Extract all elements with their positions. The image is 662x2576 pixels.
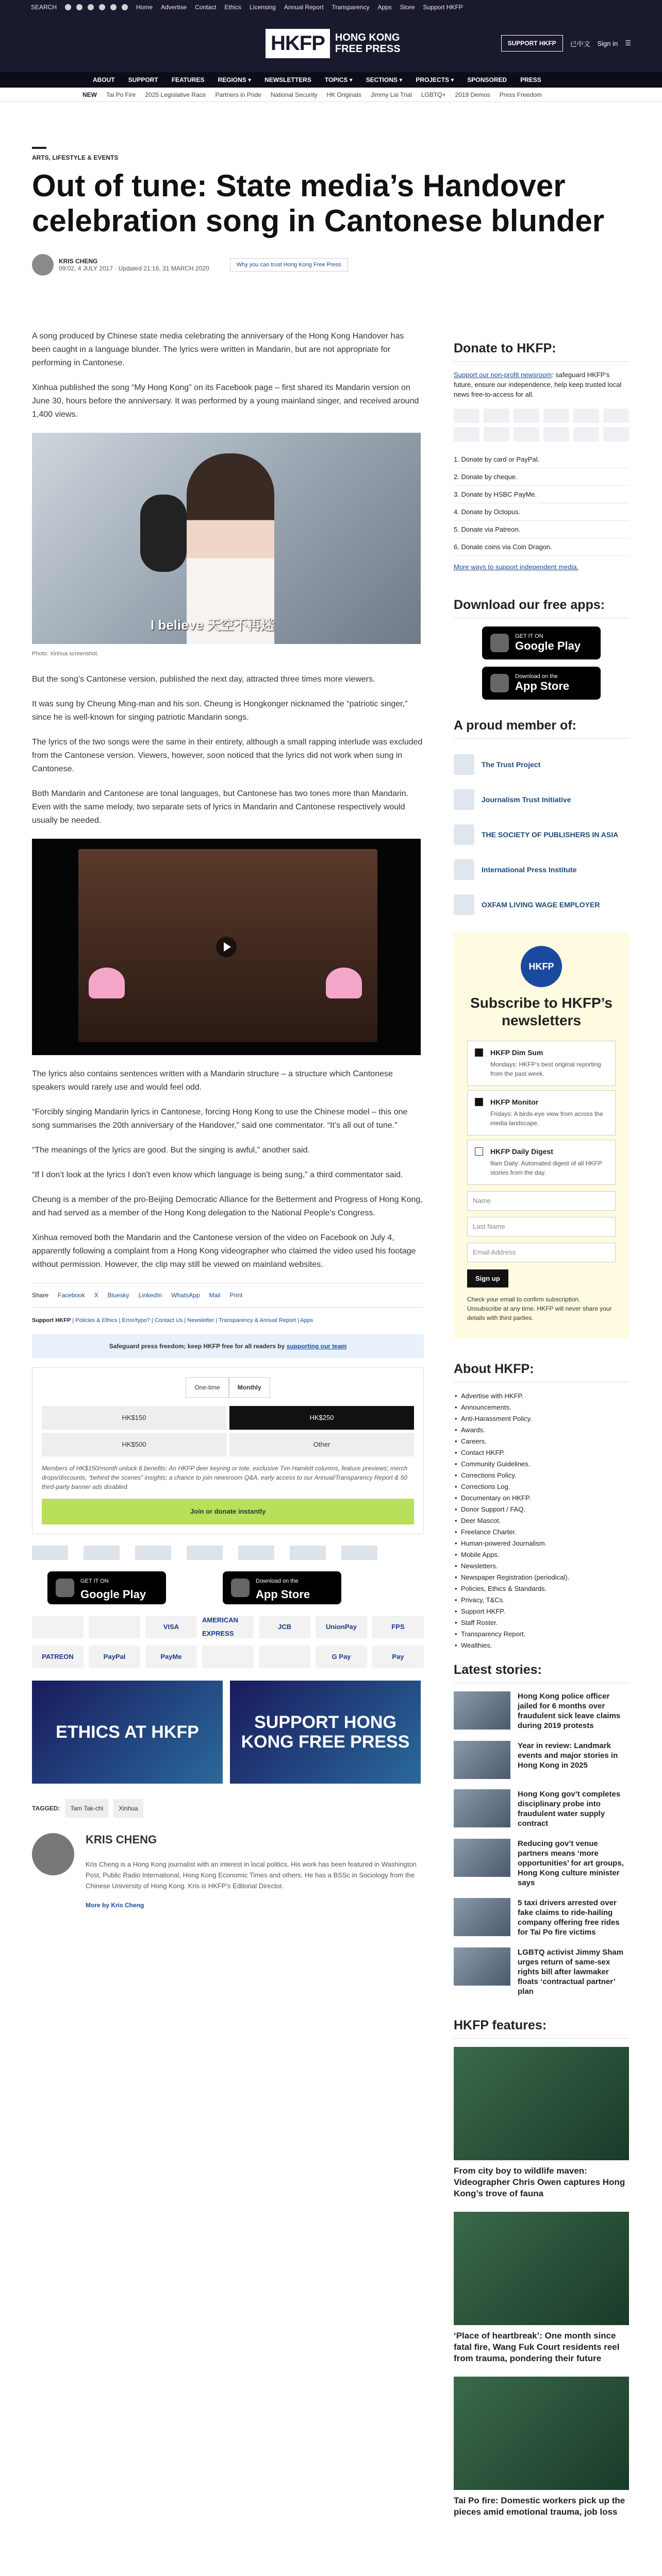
- main-nav: [0, 72, 662, 88]
- payment-icon[interactable]: [543, 427, 569, 442]
- article-body: [32, 330, 424, 1912]
- apps-heading: Download our free apps:: [454, 586, 629, 618]
- sopa-icon: [454, 824, 474, 845]
- checkbox-checked[interactable]: [475, 1098, 483, 1106]
- support-promo[interactable]: SUPPORT HONG KONG FREE PRESS: [230, 1681, 421, 1784]
- patreon-icon[interactable]: PATREON: [32, 1646, 84, 1668]
- nav-item[interactable]: REGIONS ▾: [218, 76, 252, 83]
- sidebar-payment-icons: [454, 409, 629, 442]
- nav-item[interactable]: FEATURES: [171, 76, 205, 83]
- about-links: [454, 1391, 629, 1651]
- utility-bar: [0, 0, 662, 14]
- logo-mark: HKFP: [266, 29, 330, 58]
- youtube-icon[interactable]: [99, 4, 105, 10]
- author-bio: Kris Cheng is a Hong Kong journalist with an interest in local politics. His work has been featured in Washington Post, Public Radio International, Hong Kong Economic Times and others. He has a BSSc in Sociology from the Chinese University of Hong Kong. Kris is HKFP’s Editorial Director.: [86, 1860, 417, 1890]
- trending-link[interactable]: Press Freedom: [499, 91, 542, 98]
- image-subtitle: I believe 天空不再迷: [151, 617, 274, 633]
- membership-benefits: Members of HK$150/month unlock 6 benefits: An HKFP deer keyring or tote, exclusive Tim Hamlett columns, feature previews; merch drops/discounts, “behind the scenes” insights; a chance to join newsroom Q&A, early access to our Annual/Transparency Report & 50 third-party banner ads disabled.: [42, 1465, 408, 1490]
- feature-image[interactable]: [454, 2212, 629, 2325]
- member-heading: A proud member of:: [454, 707, 629, 739]
- payment-icon[interactable]: [603, 427, 629, 442]
- partner-logo[interactable]: [341, 1546, 377, 1560]
- paragraph: But the song’s Cantonese version, published the next day, attracted three times more viewers.: [32, 675, 375, 684]
- paragraph: The lyrics of the two songs were the same in their entirety, although a small rapping interlude was excluded from the Cantonese version. Viewers, however, soon noticed that the lyrics did not work when sung in Cantonese.: [32, 738, 423, 773]
- payment-icon[interactable]: [484, 427, 509, 442]
- donate-heading: Donate to HKFP:: [454, 330, 629, 362]
- about-link[interactable]: • Community Guidelines.: [454, 1459, 629, 1470]
- story-item[interactable]: 5 taxi drivers arrested over fake claims to ride-hailing company offering free rides for Tai Po fire victims: [454, 1898, 629, 1937]
- about-link[interactable]: • Deer Mascot.: [454, 1515, 629, 1527]
- paragraph: Both Mandarin and Cantonese are tonal languages, but Cantonese has two tones more than Mandarin. Even with the same melody, two separate sets of lyrics in Mandarin and Cantonese respectively would usually be needed.: [32, 789, 409, 825]
- donate-option[interactable]: 5. Donate via Patreon.: [454, 521, 629, 538]
- member-logo[interactable]: THE SOCIETY OF PUBLISHERS IN ASIA: [454, 817, 629, 852]
- ethics-promo[interactable]: ETHICS AT HKFP: [32, 1681, 223, 1784]
- name-input[interactable]: Name: [467, 1191, 616, 1211]
- mastercard-icon[interactable]: [32, 1616, 84, 1638]
- logo-wordmark: HONG KONG FREE PRESS: [335, 32, 401, 55]
- partner-logo[interactable]: [187, 1546, 223, 1560]
- nav-item[interactable]: NEWSLETTERS: [264, 76, 311, 83]
- chinese-edition-link[interactable]: 已中文: [570, 40, 590, 48]
- member-logo[interactable]: The Trust Project: [454, 747, 629, 782]
- latest-heading: Latest stories:: [454, 1651, 629, 1683]
- nav-item[interactable]: TOPICS ▾: [324, 76, 353, 83]
- support-hkfp-button[interactable]: SUPPORT HKFP: [501, 35, 563, 52]
- utility-link[interactable]: Support HKFP: [423, 4, 463, 11]
- donate-options: [454, 451, 629, 556]
- instagram-icon[interactable]: [88, 4, 94, 10]
- checkbox-checked[interactable]: [475, 1048, 483, 1057]
- sidebar-google-play-button[interactable]: GET IT ON Google Play: [482, 626, 601, 659]
- about-link[interactable]: • Staff Roster.: [454, 1617, 629, 1629]
- support-newsroom-link[interactable]: Support our non-profit newsroom: [454, 371, 552, 379]
- microphone-graphic: [140, 495, 187, 572]
- member-logo[interactable]: OXFAM LIVING WAGE EMPLOYER: [454, 887, 629, 922]
- member-logo[interactable]: International Press Institute: [454, 852, 629, 887]
- sidebar: [454, 330, 629, 2530]
- payment-icon[interactable]: [484, 409, 509, 423]
- paragraph: Cheung is a member of the pro-Beijing Democratic Alliance for the Betterment and Progress of Hong Kong, and had served as a member of the Hong Kong delegation to the National People’s Congress.: [32, 1195, 423, 1217]
- site-logo[interactable]: [266, 29, 401, 58]
- payment-methods: [32, 1616, 424, 1668]
- nav-item[interactable]: PRESS: [520, 76, 541, 83]
- payment-icon[interactable]: [543, 409, 569, 423]
- nav-item[interactable]: SECTIONS ▾: [366, 76, 403, 83]
- trust-project-icon: [454, 754, 474, 775]
- about-link[interactable]: • Mobile Apps.: [454, 1549, 629, 1561]
- author-box-name[interactable]: KRIS CHENG: [86, 1833, 157, 1846]
- support-link[interactable]: Support HKFP: [32, 1317, 71, 1324]
- newsletter-signup: [454, 933, 629, 1338]
- story-thumbnail[interactable]: [454, 1947, 510, 1986]
- utility-link[interactable]: Contact: [195, 4, 217, 11]
- about-link[interactable]: • Donor Support / FAQ.: [454, 1504, 629, 1515]
- payment-icon[interactable]: [573, 427, 599, 442]
- search-link[interactable]: SEARCH: [31, 4, 57, 11]
- story-thumbnail[interactable]: [454, 1741, 510, 1779]
- payment-icon[interactable]: [514, 409, 539, 423]
- utility-link[interactable]: Transparency: [332, 4, 370, 11]
- paragraph: Xinhua published the song “My Hong Kong” on its Facebook page – first shared its Mandarin version on June 30, hours before the anniversary. It was performed by a young mainland singer, and received around 1,400 views.: [32, 383, 419, 419]
- share-whatsapp[interactable]: WhatsApp: [171, 1292, 200, 1299]
- feature-item[interactable]: Tai Po fire: Domestic workers pick up the pieces amid emotional trauma, job loss: [454, 2377, 629, 2518]
- share-x[interactable]: X: [94, 1292, 98, 1299]
- story-item[interactable]: Year in review: Landmark events and major stories in Hong Kong in 2025: [454, 1741, 629, 1779]
- maestro-icon[interactable]: [89, 1616, 140, 1638]
- paragraph: It was sung by Cheung Ming-man and his son. Cheung is Hongkonger nicknamed the “patriotic singer,” since he is well-known for singing patriotic Mandarin songs.: [32, 700, 408, 722]
- donate-option[interactable]: 4. Donate by Octopus.: [454, 503, 629, 521]
- about-link[interactable]: • Newsletters.: [454, 1561, 629, 1572]
- more-ways-link[interactable]: More ways to support independent media.: [454, 563, 579, 571]
- about-link[interactable]: • Newspaper Registration (periodical).: [454, 1572, 629, 1583]
- utility-link[interactable]: Home: [136, 4, 153, 11]
- nav-item[interactable]: SUPPORT: [128, 76, 158, 83]
- policy-links: [32, 1314, 424, 1327]
- story-item[interactable]: Hong Kong police officer jailed for 6 months over fraudulent sick leave claims during 2019 protests: [454, 1691, 629, 1731]
- payment-icon[interactable]: [454, 427, 479, 442]
- trending-link[interactable]: Jimmy Lai Trial: [370, 91, 412, 98]
- amount-option[interactable]: HK$150: [42, 1406, 226, 1430]
- jti-icon: [454, 789, 474, 810]
- story-item[interactable]: LGBTQ activist Jimmy Sham urges return of same-sex rights bill after lawmaker floats ‘contractual partner’ plan: [454, 1947, 629, 1996]
- member-logos: [454, 747, 629, 922]
- visa-icon[interactable]: VISA: [145, 1616, 197, 1638]
- partner-logo[interactable]: [84, 1546, 120, 1560]
- about-link[interactable]: • Policies, Ethics & Standards.: [454, 1583, 629, 1595]
- about-link[interactable]: • Corrections Policy.: [454, 1470, 629, 1481]
- sign-up-button[interactable]: Sign up: [467, 1269, 508, 1287]
- play-icon[interactable]: [216, 937, 237, 957]
- checkbox[interactable]: [475, 1147, 483, 1156]
- about-link[interactable]: • Awards.: [454, 1425, 629, 1436]
- about-link[interactable]: • Wealthies.: [454, 1640, 629, 1651]
- about-link[interactable]: • Contact HKFP.: [454, 1447, 629, 1459]
- paragraph: A song produced by Chinese state media celebrating the anniversary of the Hong Kong Handover has been caught in a language blunder. The lyrics were written in Mandarin, but are not appropriate for performing in Cantonese.: [32, 332, 404, 367]
- payme-icon[interactable]: PayMe: [145, 1646, 197, 1668]
- sign-in-link[interactable]: Sign in: [597, 39, 618, 47]
- trending-link[interactable]: National Security: [270, 91, 318, 98]
- monthly-tab[interactable]: Monthly: [229, 1377, 270, 1398]
- about-heading: About HKFP:: [454, 1350, 629, 1382]
- unionpay-icon[interactable]: UnionPay: [316, 1616, 367, 1638]
- story-item[interactable]: Reducing gov’t venue partners means ‘more opportunities’ for art groups, Hong Kong culture minister says: [454, 1839, 629, 1888]
- promo-videos: [32, 1681, 424, 1784]
- about-link[interactable]: • Transparency Report.: [454, 1629, 629, 1640]
- donate-option[interactable]: 1. Donate by card or PayPal.: [454, 451, 629, 468]
- tagged-label: TAGGED:: [32, 1805, 60, 1812]
- feature-item[interactable]: From city boy to wildlife maven: Videographer Chris Owen captures Hong Kong’s trove of fauna: [454, 2047, 629, 2199]
- member-logo[interactable]: Journalism Trust Initiative: [454, 782, 629, 817]
- join-donate-button[interactable]: Join or donate instantly: [42, 1499, 414, 1524]
- partner-logos: [32, 1546, 424, 1560]
- article-header: [32, 147, 630, 276]
- features-heading: HKFP features:: [454, 2007, 629, 2039]
- latest-stories: [454, 1691, 629, 1996]
- feature-item[interactable]: ‘Place of heartbreak’: One month since fatal fire, Wang Fuk Court residents reel from trauma, pondering their future: [454, 2212, 629, 2364]
- supporting-team-link[interactable]: supporting our team: [286, 1343, 347, 1350]
- threads-icon[interactable]: [122, 4, 128, 10]
- payment-icon[interactable]: [603, 409, 629, 423]
- article-dates: 09:02, 4 JULY 2017 · Updated 21:16, 31 MARCH 2020: [59, 265, 209, 272]
- about-link[interactable]: • Support HKFP.: [454, 1606, 629, 1617]
- amount-option[interactable]: Other: [229, 1433, 414, 1456]
- story-item[interactable]: Hong Kong gov’t completes disciplinary probe into fraudulent water supply contract: [454, 1789, 629, 1828]
- about-link[interactable]: • Freelance Charter.: [454, 1527, 629, 1538]
- paragraph: “The meanings of the lyrics are good. But the singing is awful,” another said.: [32, 1146, 310, 1155]
- email-input[interactable]: Email Address: [467, 1243, 616, 1262]
- google-play-button[interactable]: GET IT ON Google Play: [47, 1571, 166, 1604]
- facebook-icon[interactable]: [65, 4, 71, 10]
- newsletter-option[interactable]: HKFP Daily Digest 9am Daily: Automated digest of all HKFP stories from the day.: [467, 1140, 616, 1185]
- trending-new-label: NEW: [82, 91, 97, 98]
- brand-header: [0, 14, 662, 72]
- utility-link[interactable]: Store: [400, 4, 415, 11]
- about-link[interactable]: • Human-powered Journalism.: [454, 1538, 629, 1549]
- utility-link[interactable]: Ethics: [224, 4, 242, 11]
- amex-icon[interactable]: AMERICAN EXPRESS: [202, 1616, 254, 1638]
- apple-pay-icon[interactable]: Pay: [372, 1646, 424, 1668]
- article-category[interactable]: ARTS, LIFESTYLE & EVENTS: [32, 154, 119, 161]
- article-title: Out of tune: State media’s Handover celebration song in Cantonese blunder: [32, 168, 605, 238]
- donate-option[interactable]: 2. Donate by cheque.: [454, 468, 629, 486]
- trending-link[interactable]: LGBTQ+: [421, 91, 446, 98]
- author-photo[interactable]: [32, 1833, 74, 1875]
- donate-option[interactable]: 3. Donate by HSBC PayMe.: [454, 486, 629, 503]
- share-mail[interactable]: Mail: [209, 1292, 221, 1299]
- trending-link[interactable]: Tai Po Fire: [106, 91, 136, 98]
- share-linkedin[interactable]: LinkedIn: [138, 1292, 162, 1299]
- image-caption: Photo: Xinhua screenshot.: [32, 651, 99, 657]
- app-store-buttons: [32, 1571, 424, 1604]
- jcb-icon[interactable]: JCB: [259, 1616, 310, 1638]
- one-time-tab[interactable]: One-time: [186, 1377, 228, 1398]
- trending-link[interactable]: 2025 Legislative Race: [145, 91, 206, 98]
- why-trust-link[interactable]: Why you can trust Hong Kong Free Press: [230, 258, 348, 272]
- hkfp-badge-icon: HKFP: [521, 946, 562, 987]
- social-icons: [65, 4, 128, 10]
- share-bar: [32, 1283, 424, 1308]
- partner-logo[interactable]: [135, 1546, 171, 1560]
- utility-link[interactable]: Licensing: [250, 4, 276, 11]
- trending-bar: [0, 88, 662, 102]
- nav-item[interactable]: PROJECTS ▾: [416, 76, 454, 83]
- ipi-icon: [454, 859, 474, 880]
- about-link[interactable]: • Privacy, T&Cs.: [454, 1595, 629, 1606]
- partner-logo[interactable]: [32, 1546, 68, 1560]
- paragraph: Xinhua removed both the Mandarin and the Cantonese version of the video on Facebook on July 4, apparently following a complaint from a Hong Kong videographer who claimed the video used his footage without permission. However, the clip may still be viewed on mainland websites.: [32, 1233, 416, 1269]
- feature-stories: [454, 2047, 629, 2518]
- feature-image[interactable]: [454, 2377, 629, 2490]
- nav-item[interactable]: ABOUT: [93, 76, 115, 83]
- story-thumbnail[interactable]: [454, 1839, 510, 1877]
- payment-icon[interactable]: [454, 409, 479, 423]
- newsletter-option[interactable]: HKFP Monitor Fridays: A birds-eye view from across the media landscape.: [467, 1090, 616, 1136]
- share-facebook[interactable]: Facebook: [58, 1292, 85, 1299]
- donate-text: Support our non-profit newsroom: safeguard HKFP’s future, ensure our independence, help keep trusted local news free-to-access for all.: [454, 371, 622, 398]
- oxfam-icon: [454, 894, 474, 915]
- more-by-author-link[interactable]: More by Kris Cheng: [86, 1902, 144, 1909]
- share-label: Share: [32, 1292, 49, 1299]
- trending-link[interactable]: Partners in Pride: [215, 91, 261, 98]
- byline: [32, 254, 630, 276]
- about-link[interactable]: • Documentary on HKFP.: [454, 1493, 629, 1504]
- tags: [32, 1799, 424, 1818]
- nav-item[interactable]: SPONSORED: [467, 76, 507, 83]
- about-link[interactable]: • Careers.: [454, 1436, 629, 1447]
- feature-image[interactable]: [454, 2047, 629, 2160]
- subscribe-heading: Subscribe to HKFP’s newsletters: [470, 995, 613, 1028]
- utility-link[interactable]: Annual Report: [284, 4, 324, 11]
- share-print[interactable]: Print: [229, 1292, 243, 1299]
- telegram-icon[interactable]: [110, 4, 117, 10]
- amount-option[interactable]: HK$500: [42, 1433, 226, 1456]
- octopus-icon[interactable]: [202, 1646, 254, 1668]
- payment-icon[interactable]: [514, 427, 539, 442]
- author-name[interactable]: KRIS CHENG: [59, 258, 98, 265]
- safeguard-banner: [32, 1334, 424, 1358]
- amount-option-selected[interactable]: HK$250: [229, 1406, 414, 1430]
- policy-links-text[interactable]: | Policies & Ethics | Error/typo? | Contact Us | Newsletter | Transparency & Annual Report | Apps: [72, 1317, 313, 1324]
- about-link[interactable]: • Advertise with HKFP.: [454, 1391, 629, 1402]
- partner-logo[interactable]: [290, 1546, 326, 1560]
- singer-graphic: [187, 453, 274, 644]
- newsletter-option[interactable]: HKFP Dim Sum Mondays: HKFP’s best original reporting from the past week.: [467, 1041, 616, 1086]
- app-store-button[interactable]: Download on the App Store: [223, 1571, 341, 1604]
- last-name-input[interactable]: Last Name: [467, 1217, 616, 1236]
- story-thumbnail[interactable]: [454, 1898, 510, 1936]
- about-link[interactable]: • Announcements.: [454, 1402, 629, 1413]
- donate-option[interactable]: 6. Donate coins via Coin Dragon.: [454, 538, 629, 556]
- tag-link[interactable]: Xinhua: [113, 1799, 143, 1818]
- donation-widget: [32, 1367, 424, 1534]
- story-thumbnail[interactable]: [454, 1789, 510, 1827]
- share-bluesky[interactable]: Bluesky: [107, 1292, 129, 1299]
- paragraph: “Forcibly singing Mandarin lyrics in Cantonese, forcing Hong Kong to use the Chinese model – this one song summarises the 20th anniversary of the Handover,” said one commentator. “It’s all out of tune.”: [32, 1108, 408, 1130]
- utility-link[interactable]: Apps: [377, 4, 392, 11]
- payment-icon[interactable]: [573, 409, 599, 423]
- alipay-icon[interactable]: [259, 1646, 310, 1668]
- google-pay-icon[interactable]: G Pay: [316, 1646, 367, 1668]
- author-avatar[interactable]: [32, 254, 54, 276]
- author-box: [32, 1833, 424, 1912]
- paypal-icon[interactable]: PayPal: [89, 1646, 140, 1668]
- safeguard-text: Safeguard press freedom; keep HKFP free for all readers by: [109, 1343, 285, 1350]
- trending-link[interactable]: 2019 Demos: [455, 91, 490, 98]
- paragraph: The lyrics also contains sentences written with a Mandarin structure – a structure which Cantonese speakers would rarely use and would feel odd.: [32, 1070, 393, 1092]
- about-link[interactable]: • Corrections Log.: [454, 1481, 629, 1493]
- fps-icon[interactable]: FPS: [372, 1616, 424, 1638]
- tag-link[interactable]: Tam Tak-chi: [65, 1799, 108, 1818]
- category-rule: [32, 147, 46, 149]
- sidebar-app-store-button[interactable]: Download on the App Store: [482, 667, 601, 700]
- lamp-graphic: [326, 968, 362, 998]
- about-link[interactable]: • Anti-Harassment Policy.: [454, 1413, 629, 1425]
- subscribe-note: Check your email to confirm subscription. Unsubscribe at any time. HKFP will never share your details with third parties.: [467, 1296, 612, 1321]
- paragraph: “If I don’t look at the lyrics I don’t even know which language is being sung,” a third commentator said.: [32, 1171, 403, 1179]
- story-thumbnail[interactable]: [454, 1691, 510, 1730]
- x-icon[interactable]: [76, 4, 82, 10]
- partner-logo[interactable]: [238, 1546, 274, 1560]
- hamburger-icon[interactable]: ☰: [625, 39, 631, 47]
- lamp-graphic: [89, 968, 125, 998]
- utility-link[interactable]: Advertise: [161, 4, 187, 11]
- trending-link[interactable]: HK Originals: [326, 91, 361, 98]
- embedded-video[interactable]: [32, 839, 421, 1055]
- article-image: [32, 433, 421, 644]
